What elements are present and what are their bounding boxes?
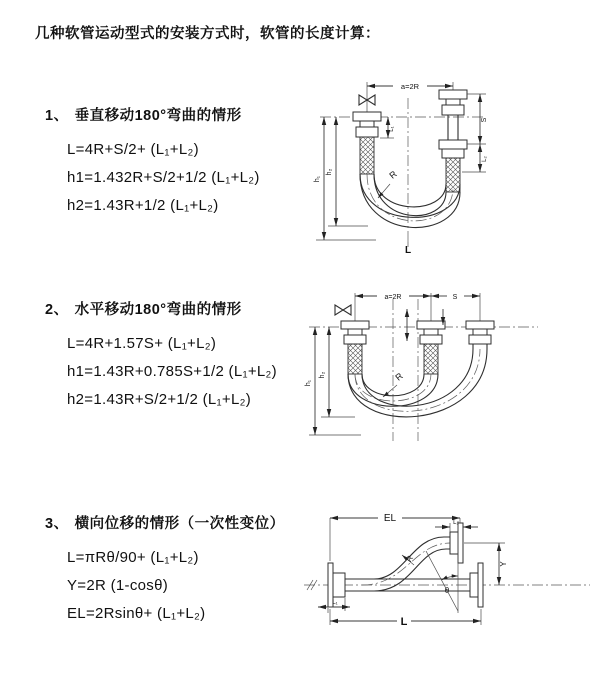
diagram-horizontal-180-bend bbox=[303, 283, 595, 448]
right-hose-fitting bbox=[466, 321, 494, 349]
dim-label-h1: h₁ bbox=[314, 175, 321, 183]
formula-line: Y=2R (1-cosθ) bbox=[67, 577, 169, 594]
section-lateral-displacement bbox=[45, 514, 285, 628]
section-title: 水平移动180°弯曲的情形 bbox=[74, 302, 242, 318]
dim-label-h2: h₂ bbox=[319, 371, 326, 379]
formula-line: L=4R+1.57S+ (L₁+L₂) bbox=[67, 335, 217, 352]
dim-label-l: L bbox=[400, 616, 408, 628]
section-heading bbox=[45, 514, 285, 544]
dim-label-h2: h₂ bbox=[326, 168, 333, 176]
dim-label-l: L bbox=[404, 245, 412, 254]
section-heading bbox=[45, 300, 277, 330]
dim-label-theta: θ bbox=[444, 586, 450, 595]
upper-flange bbox=[450, 523, 463, 563]
valve-icon bbox=[335, 305, 351, 315]
dim-label-l2: L₂ bbox=[453, 520, 459, 526]
dim-label-s: S bbox=[481, 117, 488, 123]
formula-line: h2=1.43R+S/2+1/2 (L₁+L₂) bbox=[67, 391, 252, 408]
dim-label-el: EL bbox=[383, 513, 397, 524]
dim-label-l1: L₁ bbox=[332, 600, 338, 606]
formula-line: h1=1.432R+S/2+1/2 (L₁+L₂) bbox=[67, 169, 260, 186]
section-title: 横向位移的情形（一次性变位） bbox=[74, 516, 285, 532]
section-number: 3、 bbox=[45, 516, 69, 532]
section-number: 2、 bbox=[45, 302, 69, 318]
section-number: 1、 bbox=[45, 108, 69, 124]
dim-label-l2: L₂ bbox=[482, 156, 488, 162]
dim-label-r: R bbox=[387, 168, 399, 181]
right-hose-fitting bbox=[439, 90, 467, 192]
diagram-vertical-180-bend bbox=[308, 72, 595, 254]
dim-label-y: Y bbox=[499, 561, 508, 567]
dim-label-l1: L₁ bbox=[389, 126, 395, 132]
section-horizontal-180 bbox=[45, 300, 277, 414]
formula-line: L=πRθ/90+ (L₁+L₂) bbox=[67, 549, 199, 566]
hose-s-curve bbox=[362, 537, 450, 591]
left-hose-fitting bbox=[353, 112, 381, 174]
formula-line: h1=1.43R+0.785S+1/2 (L₁+L₂) bbox=[67, 363, 277, 380]
dim-label-a2r: a=2R bbox=[400, 82, 420, 91]
angle-slant-line bbox=[426, 551, 458, 611]
formula-line: h2=1.43R+1/2 (L₁+L₂) bbox=[67, 197, 219, 214]
hose-u-curves bbox=[360, 174, 460, 228]
formula-line: L=4R+S/2+ (L₁+L₂) bbox=[67, 141, 199, 158]
dim-label-r: R bbox=[393, 370, 405, 383]
dim-label-a2r: a=2R bbox=[384, 294, 402, 301]
diagram-lateral-displacement bbox=[298, 503, 598, 648]
section-title: 垂直移动180°弯曲的情形 bbox=[74, 108, 242, 124]
page-title: 几种软管运动型式的安装方式时，软管的长度计算： bbox=[35, 26, 380, 42]
section-vertical-180 bbox=[45, 106, 260, 220]
hose-u-curves bbox=[348, 349, 487, 417]
section-heading bbox=[45, 106, 260, 136]
left-hose-fitting bbox=[341, 321, 369, 374]
dim-label-h1: h₁ bbox=[305, 379, 312, 387]
right-flange bbox=[470, 563, 483, 607]
dim-label-s: S bbox=[452, 294, 458, 301]
middle-hose-fitting bbox=[417, 321, 445, 374]
dim-label-r: R bbox=[404, 553, 416, 564]
formula-line: EL=2Rsinθ+ (L₁+L₂) bbox=[67, 605, 206, 622]
